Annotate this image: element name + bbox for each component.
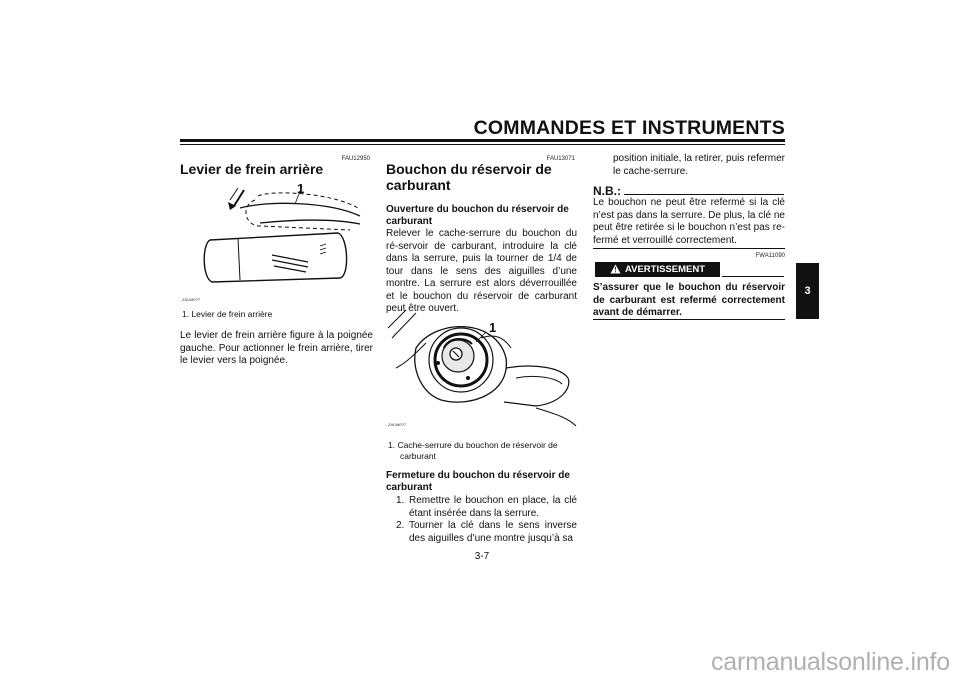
warning-triangle-icon [610,264,621,274]
continued-step-2-text: position initiale, la retirer, puis refermer le cache-serrure. [613,153,785,177]
step-1-text: Remettre le bouchon en place, la clé étant insérée dans la serrure. [409,495,577,519]
warning-body: S’assurer que le bouchon du réservoir de carburant est refermé correctement avant de démarrer. [593,282,785,318]
warning-label-box [595,262,720,277]
warning-label: AVERTISSEMENT [624,264,706,275]
figure-code-fuel-cap: ZAUM0?? [388,422,407,427]
page-number: 3-7 [474,551,490,562]
page-header-title: COMMANDES ET INSTRUMENTS [473,117,785,139]
step-2-number: 2. [396,520,405,531]
watermark: carmanualsonline.info [710,648,950,676]
caption-fuel-cap-line2: carburant [400,451,436,461]
nb-rule [624,194,784,195]
warning-rule [722,276,784,277]
body-brake: Le levier de frein arrière figure à la poignée gauche. Pour actionner le frein arrière, tirer le levier vers la poignée. [180,330,373,366]
nb-bottom-rule [593,248,785,249]
heading-fuel-cap-line2: carburant [386,177,451,193]
header-rule-thick [180,139,785,142]
caption-fuel-cap-line1: 1. Cache-serrure du bouchon de réservoir de [388,440,558,450]
chapter-tab: 3 [796,263,819,319]
section-code-fuel-cap: FAU13071 [546,156,575,162]
heading-fuel-cap-line1: Bouchon du réservoir de [386,161,552,177]
subheading-closing-line2: carburant [386,482,433,493]
figure-callout-fuel-cap: 1 [489,320,497,335]
figure-code-brake: ZAUM0?? [182,297,201,302]
rear-brake-lever-illustration [180,178,375,298]
nb-label: N.B.: [593,184,621,198]
body-opening: Relever le cache-serrure du bouchon du ré-servoir de carburant, introduire la clé dans la serrure, puis la tourner de 1/4 de tour dans le sens des aiguilles d’une montre. La serrure est alors déverrouillée et le bouchon du réservoir de carburant peut être ouvert. [386,228,577,314]
figure-callout-brake: 1 [297,181,305,196]
heading-rear-brake: Levier de frein arrière [180,161,324,177]
step-2-text: Tourner la clé dans le sens inverse des aiguilles d’une montre jusqu’à sa [409,520,577,544]
nb-body: Le bouchon ne peut être refermé si la clé n’est pas dans la serrure. De plus, la clé ne peut être retirée si le bouchon n’est pas re-fermé et verrouillé correctement. [593,197,785,246]
subheading-closing-line1: Fermeture du bouchon du réservoir de [386,470,570,481]
section-code-brake: FAU12950 [341,156,370,162]
warning-code: FWA11090 [755,253,785,259]
subheading-opening-line1: Ouverture du bouchon du réservoir de [386,204,569,215]
header-rule-thin [180,144,785,145]
fuel-cap-illustration [386,308,579,428]
step-1-number: 1. [396,495,405,506]
subheading-opening-line2: carburant [386,216,433,227]
warning-bottom-rule [593,319,785,320]
caption-brake: 1. Levier de frein arrière [182,309,273,319]
